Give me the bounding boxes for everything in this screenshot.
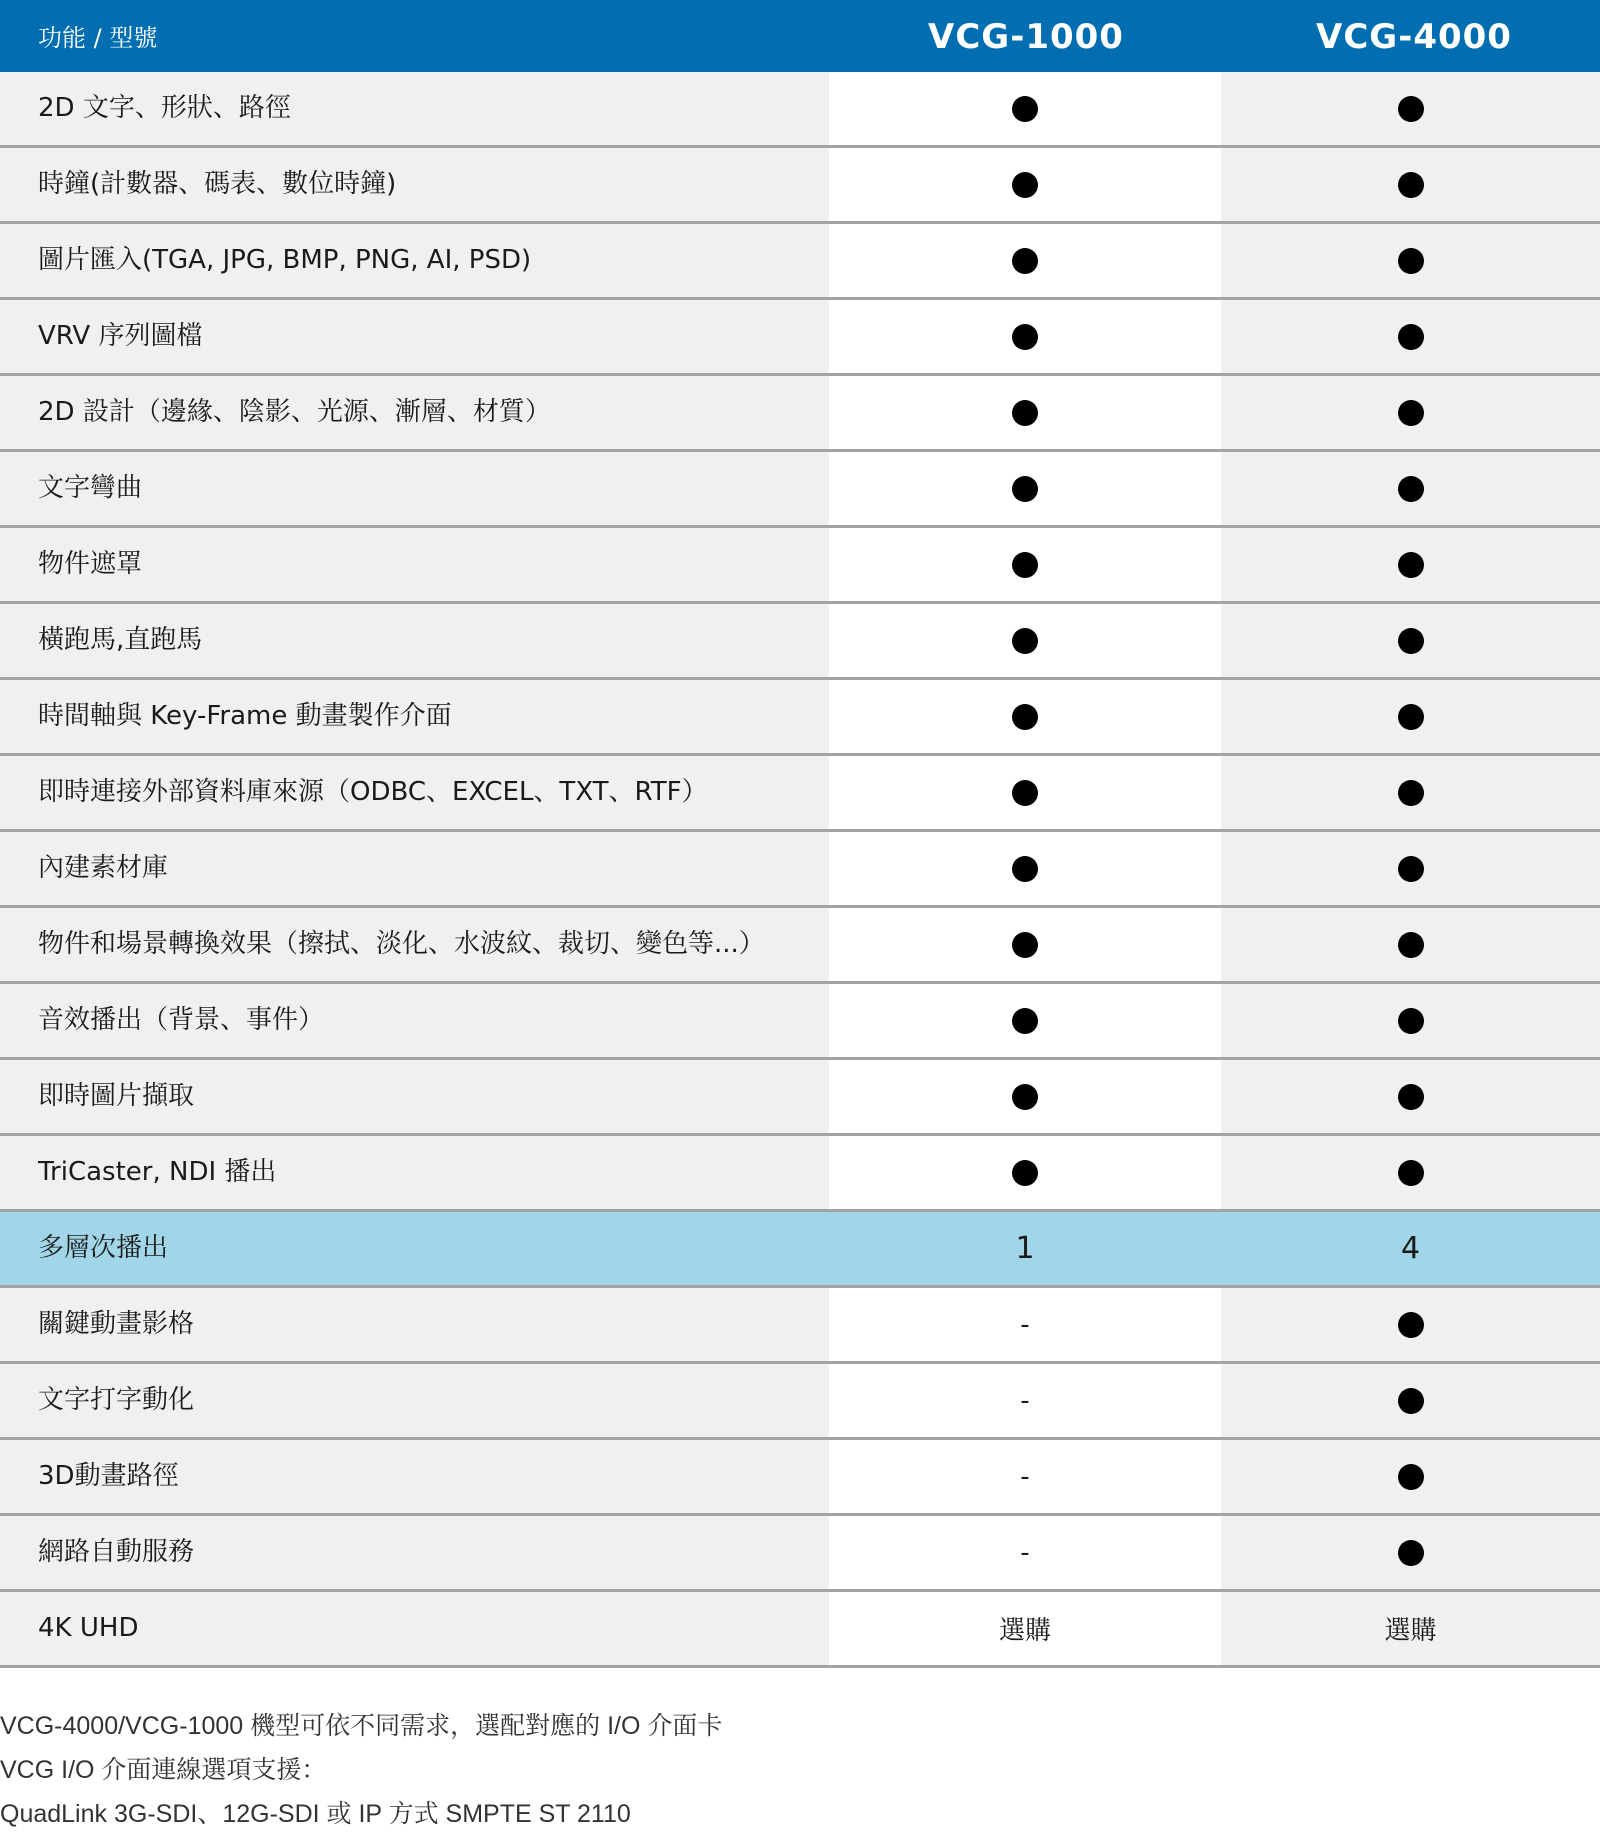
feature-cell (0, 1136, 829, 1209)
feature-cell (0, 908, 829, 981)
feature-cell (0, 376, 829, 449)
vcg-1000-cell (829, 1136, 1221, 1209)
not-supported-dash: - (1020, 1461, 1030, 1492)
supported-dot-icon (1221, 1136, 1600, 1209)
vcg-1000-cell (829, 528, 1221, 601)
supported-dot-icon (829, 680, 1221, 753)
feature-label: 2D 文字、形狀、路徑 (38, 93, 291, 123)
filled-circle-icon (1398, 172, 1424, 198)
filled-circle-icon (1012, 932, 1038, 958)
vcg-1000-cell (829, 300, 1221, 373)
table-row (0, 908, 1600, 981)
header-model-vcg-4000: VCG-4000 (1316, 17, 1512, 57)
vcg-1000-cell (829, 1364, 1221, 1437)
table-row (0, 1592, 1600, 1665)
table-row (0, 984, 1600, 1057)
feature-cell (0, 224, 829, 297)
feature-label: 文字彎曲 (38, 473, 143, 503)
vcg-1000-cell (829, 1440, 1221, 1513)
feature-cell (0, 604, 829, 677)
filled-circle-icon (1398, 476, 1424, 502)
filled-circle-icon (1398, 1388, 1424, 1414)
supported-dot-icon (829, 528, 1221, 601)
filled-circle-icon (1012, 856, 1038, 882)
feature-label: 時鐘(計數器、碼表、數位時鐘) (38, 169, 397, 199)
feature-label: 時間軸與 Key-Frame 動畫製作介面 (38, 701, 452, 731)
feature-cell (0, 1516, 829, 1589)
feature-label: 物件遮罩 (38, 549, 143, 579)
feature-label: 圖片匯入(TGA, JPG, BMP, PNG, AI, PSD) (38, 245, 532, 275)
supported-dot-icon (829, 984, 1221, 1057)
feature-label: 音效播出（背景、事件） (38, 1005, 325, 1035)
vcg-4000-cell (1221, 680, 1600, 753)
feature-label: 文字打字動化 (38, 1385, 195, 1415)
supported-dot-icon (829, 908, 1221, 981)
table-row (0, 224, 1600, 297)
feature-label: 即時連接外部資料庫來源（ODBC、EXCEL、TXT、RTF） (38, 777, 708, 807)
filled-circle-icon (1012, 96, 1038, 122)
feature-cell (0, 1060, 829, 1133)
vcg-4000-cell (1221, 148, 1600, 221)
filled-circle-icon (1012, 780, 1038, 806)
filled-circle-icon (1012, 1160, 1038, 1186)
supported-dot-icon (829, 72, 1221, 145)
vcg-4000-cell (1221, 1364, 1600, 1437)
cell-value: 選購 (998, 1616, 1051, 1646)
table-row (0, 1136, 1600, 1209)
feature-cell (0, 1364, 829, 1437)
vcg-1000-cell (829, 452, 1221, 525)
filled-circle-icon (1012, 324, 1038, 350)
filled-circle-icon (1398, 1464, 1424, 1490)
note-line: VCG I/O 介面連線選項支援： (0, 1756, 327, 1784)
filled-circle-icon (1398, 400, 1424, 426)
vcg-4000-cell (1221, 528, 1600, 601)
feature-cell (0, 300, 829, 373)
supported-dot-icon (1221, 908, 1600, 981)
supported-dot-icon (829, 832, 1221, 905)
vcg-4000-cell (1221, 756, 1600, 829)
supported-dot-icon (1221, 1364, 1600, 1437)
supported-dot-icon (1221, 528, 1600, 601)
feature-cell (0, 528, 829, 601)
vcg-4000-cell (1221, 1516, 1600, 1589)
vcg-4000-cell (1221, 1592, 1600, 1665)
feature-label: 即時圖片擷取 (38, 1081, 195, 1111)
table-row (0, 756, 1600, 829)
supported-dot-icon (829, 1136, 1221, 1209)
table-row (0, 528, 1600, 601)
notes (0, 1704, 1600, 1836)
vcg-1000-cell (829, 1592, 1221, 1665)
vcg-4000-cell (1221, 376, 1600, 449)
supported-dot-icon (829, 756, 1221, 829)
feature-label: 2D 設計（邊緣、陰影、光源、漸層、材質） (38, 397, 551, 427)
vcg-4000-cell (1221, 984, 1600, 1057)
filled-circle-icon (1012, 552, 1038, 578)
feature-cell (0, 756, 829, 829)
supported-dot-icon (1221, 300, 1600, 373)
feature-label: 關鍵動畫影格 (38, 1309, 195, 1339)
table-row (0, 1288, 1600, 1361)
supported-dot-icon (1221, 376, 1600, 449)
supported-dot-icon (1221, 756, 1600, 829)
filled-circle-icon (1398, 96, 1424, 122)
vcg-4000-cell (1221, 72, 1600, 145)
feature-cell (0, 1288, 829, 1361)
table-row (0, 1516, 1600, 1589)
vcg-4000-cell (1221, 604, 1600, 677)
vcg-1000-cell (829, 756, 1221, 829)
feature-cell (0, 680, 829, 753)
feature-label: 物件和場景轉換效果（擦拭、淡化、水波紋、裁切、變色等...） (38, 929, 765, 959)
vcg-4000-cell (1221, 300, 1600, 373)
vcg-1000-cell (829, 1212, 1221, 1285)
filled-circle-icon (1398, 704, 1424, 730)
vcg-1000-cell (829, 984, 1221, 1057)
filled-circle-icon (1012, 704, 1038, 730)
supported-dot-icon (829, 452, 1221, 525)
filled-circle-icon (1398, 1084, 1424, 1110)
feature-label: VRV 序列圖檔 (38, 321, 203, 351)
supported-dot-icon (1221, 1440, 1600, 1513)
vcg-1000-cell (829, 908, 1221, 981)
feature-label: 網路自動服務 (38, 1537, 195, 1567)
supported-dot-icon (1221, 1060, 1600, 1133)
filled-circle-icon (1012, 628, 1038, 654)
supported-dot-icon (829, 604, 1221, 677)
supported-dot-icon (1221, 452, 1600, 525)
vcg-4000-cell (1221, 1212, 1600, 1285)
vcg-4000-cell (1221, 1440, 1600, 1513)
filled-circle-icon (1012, 1084, 1038, 1110)
feature-cell (0, 72, 829, 145)
supported-dot-icon (1221, 72, 1600, 145)
supported-dot-icon (829, 300, 1221, 373)
filled-circle-icon (1012, 248, 1038, 274)
supported-dot-icon (829, 224, 1221, 297)
cell-value: 4 (1400, 1231, 1421, 1266)
table-header (0, 0, 1600, 72)
feature-label: 內建素材庫 (38, 853, 169, 883)
feature-cell (0, 1440, 829, 1513)
feature-cell (0, 832, 829, 905)
supported-dot-icon (829, 148, 1221, 221)
supported-dot-icon (1221, 832, 1600, 905)
table-row (0, 300, 1600, 373)
filled-circle-icon (1398, 1008, 1424, 1034)
vcg-1000-cell (829, 680, 1221, 753)
not-supported-dash: - (1020, 1537, 1030, 1568)
filled-circle-icon (1398, 1540, 1424, 1566)
feature-cell (0, 1592, 829, 1665)
supported-dot-icon (1221, 1288, 1600, 1361)
vcg-1000-cell (829, 1288, 1221, 1361)
filled-circle-icon (1398, 780, 1424, 806)
table-row (0, 1212, 1600, 1285)
vcg-1000-cell (829, 72, 1221, 145)
table-row (0, 1060, 1600, 1133)
cell-value: 選購 (1384, 1616, 1437, 1646)
vcg-4000-cell (1221, 1060, 1600, 1133)
filled-circle-icon (1012, 172, 1038, 198)
table-row (0, 148, 1600, 221)
supported-dot-icon (1221, 148, 1600, 221)
vcg-1000-cell (829, 604, 1221, 677)
filled-circle-icon (1398, 628, 1424, 654)
vcg-4000-cell (1221, 452, 1600, 525)
supported-dot-icon (1221, 984, 1600, 1057)
table-row (0, 452, 1600, 525)
filled-circle-icon (1398, 1160, 1424, 1186)
feature-label: 橫跑馬,直跑馬 (38, 625, 203, 655)
filled-circle-icon (1398, 856, 1424, 882)
table-row (0, 1440, 1600, 1513)
cell-value: 1 (1015, 1231, 1035, 1266)
vcg-1000-cell (829, 1060, 1221, 1133)
vcg-4000-cell (1221, 832, 1600, 905)
table-row (0, 604, 1600, 677)
feature-cell (0, 1212, 829, 1285)
filled-circle-icon (1012, 476, 1038, 502)
supported-dot-icon (829, 376, 1221, 449)
supported-dot-icon (1221, 604, 1600, 677)
table-row (0, 376, 1600, 449)
feature-label: 3D動畫路徑 (38, 1461, 179, 1491)
supported-dot-icon (829, 1060, 1221, 1133)
feature-label: 多層次播出 (38, 1233, 169, 1263)
vcg-1000-cell (829, 832, 1221, 905)
vcg-1000-cell (829, 376, 1221, 449)
vcg-4000-cell (1221, 1136, 1600, 1209)
supported-dot-icon (1221, 224, 1600, 297)
supported-dot-icon (1221, 680, 1600, 753)
vcg-4000-cell (1221, 224, 1600, 297)
filled-circle-icon (1012, 400, 1038, 426)
vcg-1000-cell (829, 224, 1221, 297)
feature-cell (0, 984, 829, 1057)
vcg-1000-cell (829, 148, 1221, 221)
table-row (0, 680, 1600, 753)
not-supported-dash: - (1020, 1385, 1030, 1416)
filled-circle-icon (1398, 324, 1424, 350)
filled-circle-icon (1012, 1008, 1038, 1034)
header-model-vcg-1000: VCG-1000 (928, 17, 1124, 57)
supported-dot-icon (1221, 1516, 1600, 1589)
note-line: QuadLink 3G-SDI、12G-SDI 或 IP 方式 SMPTE ST 2110 (0, 1800, 631, 1828)
feature-label: TriCaster, NDI 播出 (38, 1157, 277, 1187)
table-row (0, 72, 1600, 145)
feature-label: 4K UHD (38, 1613, 139, 1643)
not-supported-dash: - (1020, 1309, 1030, 1340)
vcg-4000-cell (1221, 1288, 1600, 1361)
header-feature-label: 功能 / 型號 (38, 24, 158, 52)
table-row (0, 1364, 1600, 1437)
filled-circle-icon (1398, 1312, 1424, 1338)
note-line: VCG-4000/VCG-1000 機型可依不同需求，選配對應的 I/O 介面卡 (0, 1712, 723, 1740)
filled-circle-icon (1398, 552, 1424, 578)
filled-circle-icon (1398, 248, 1424, 274)
feature-cell (0, 452, 829, 525)
filled-circle-icon (1398, 932, 1424, 958)
vcg-1000-cell (829, 1516, 1221, 1589)
row-divider (0, 1665, 1600, 1668)
table-row (0, 832, 1600, 905)
vcg-4000-cell (1221, 908, 1600, 981)
feature-cell (0, 148, 829, 221)
